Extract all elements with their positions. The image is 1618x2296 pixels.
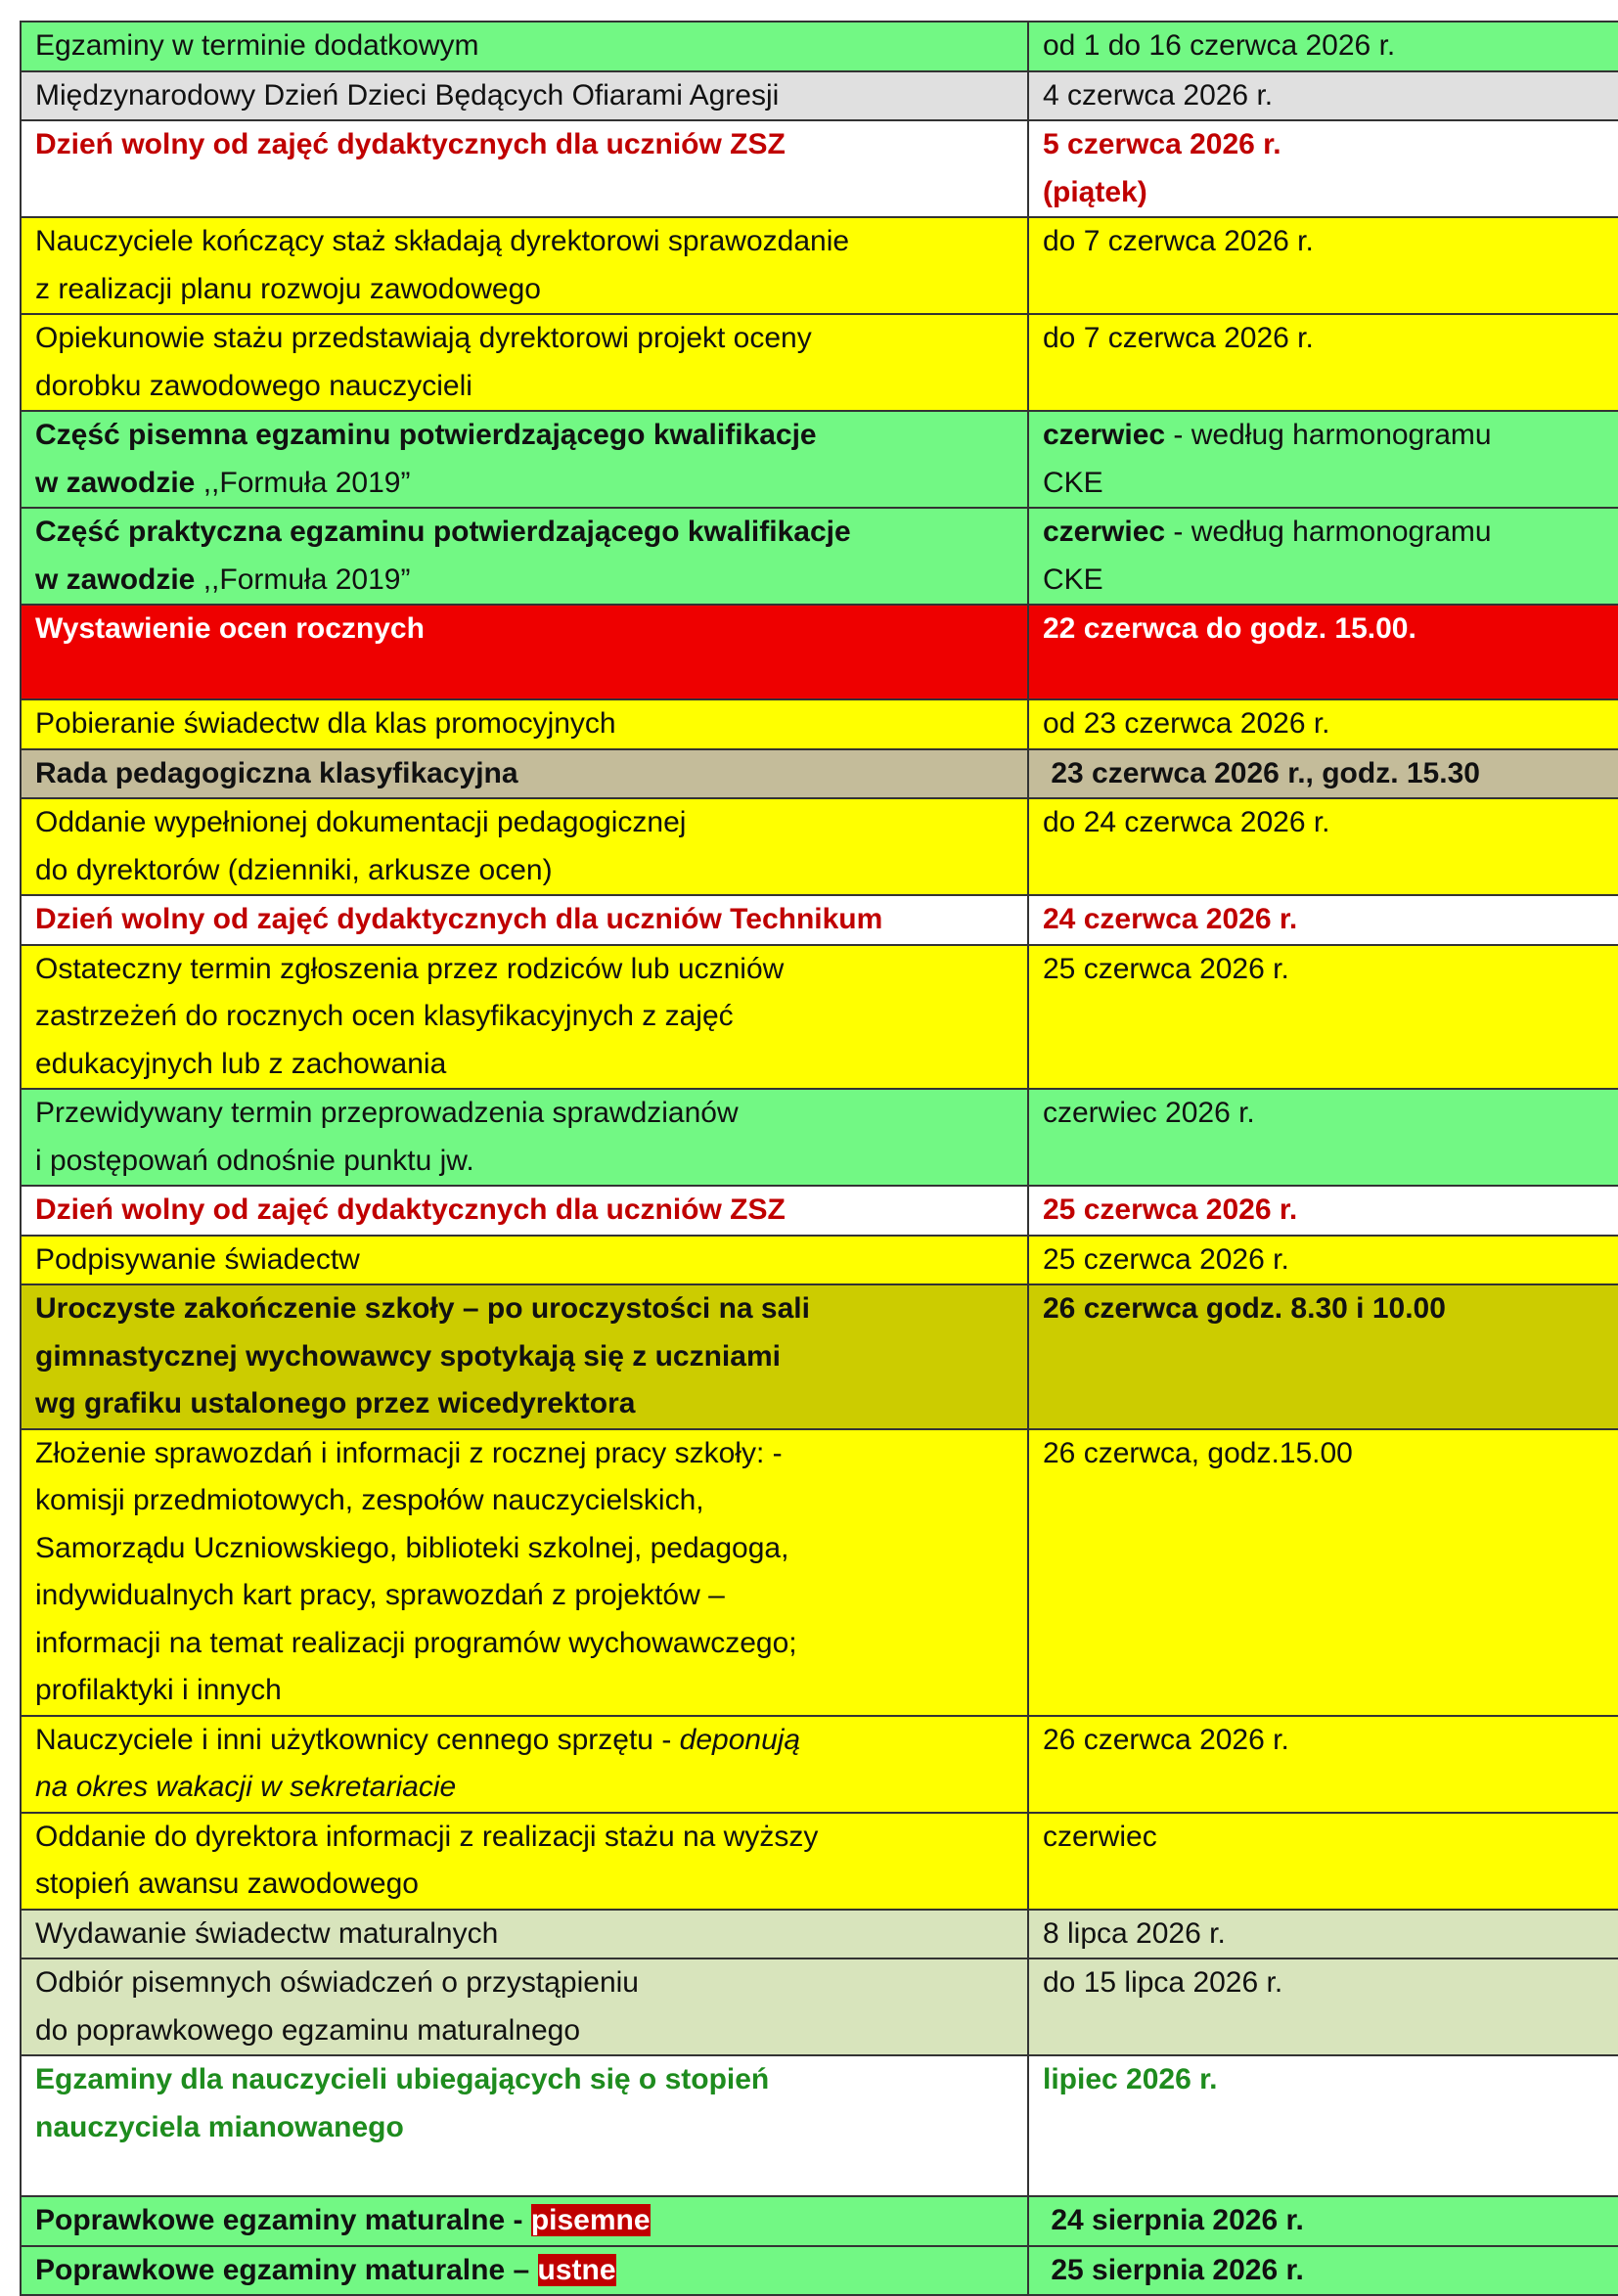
- date-cell: [1028, 2196, 1618, 2246]
- event-text: Wydawanie świadectw maturalnych: [35, 1916, 499, 1950]
- date-cell: [1028, 508, 1618, 605]
- date-cell: [1028, 1186, 1618, 1236]
- event-text: Dzień wolny od zajęć dydaktycznych dla uczniów ZSZ: [35, 128, 786, 160]
- date-text: - według harmonogramu: [1165, 419, 1492, 451]
- date-text: do 7 czerwca 2026 r.: [1043, 225, 1314, 257]
- table-row: [21, 508, 1618, 605]
- date-text: CKE: [1043, 563, 1103, 596]
- date-cell: [1028, 2246, 1618, 2296]
- date-text: czerwiec: [1043, 419, 1166, 451]
- event-text: wg grafiku ustalonego przez wicedyrektora: [35, 1387, 636, 1419]
- event-text: Część praktyczna egzaminu potwierdzającego kwalifikacje: [35, 516, 851, 548]
- date-cell: [1028, 749, 1618, 799]
- event-cell: [21, 605, 1028, 699]
- table-row: [21, 945, 1618, 1090]
- event-text: stopień awansu zawodowego: [35, 1868, 419, 1900]
- highlight-badge: ustne: [537, 2253, 616, 2286]
- event-text: Dzień wolny od zajęć dydaktycznych dla uczniów Technikum: [35, 903, 883, 935]
- table-row: [21, 2246, 1618, 2296]
- table-row: [21, 1813, 1618, 1910]
- table-row: [21, 1429, 1618, 1716]
- date-cell: [1028, 217, 1618, 314]
- event-cell: [21, 749, 1028, 799]
- event-text: Rada pedagogiczna klasyfikacyjna: [35, 756, 518, 789]
- table-row: [21, 1089, 1618, 1186]
- event-text: Przewidywany termin przeprowadzenia sprawdzianów: [35, 1097, 739, 1129]
- event-text: deponują: [679, 1723, 801, 1756]
- event-text: Uroczyste zakończenie szkoły – po uroczystości na sali: [35, 1292, 810, 1325]
- date-cell: [1028, 1716, 1618, 1813]
- event-cell: [21, 314, 1028, 411]
- table-row: [21, 1910, 1618, 1959]
- event-text: Nauczyciele kończący staż składają dyrektorowi sprawozdanie: [35, 225, 850, 257]
- table-row: [21, 1958, 1618, 2055]
- event-cell: [21, 1910, 1028, 1959]
- event-text: edukacyjnych lub z zachowania: [35, 1047, 447, 1080]
- date-text: do 7 czerwca 2026 r.: [1043, 322, 1314, 354]
- event-cell: [21, 1284, 1028, 1429]
- event-text: do poprawkowego egzaminu maturalnego: [35, 2013, 581, 2047]
- table-row: [21, 120, 1618, 217]
- date-cell: [1028, 411, 1618, 508]
- event-cell: [21, 508, 1028, 605]
- event-text: zastrzeżeń do rocznych ocen klasyfikacyjnych z zajęć: [35, 1000, 734, 1032]
- date-cell: [1028, 1910, 1618, 1959]
- date-cell: [1028, 605, 1618, 699]
- event-text: Złożenie sprawozdań i informacji z rocznej pracy szkoły: -: [35, 1436, 783, 1469]
- date-text: czerwiec: [1043, 516, 1166, 548]
- event-text: komisji przedmiotowych, zespołów nauczycielskich,: [35, 1484, 704, 1516]
- event-text: i postępowań odnośnie punktu jw.: [35, 1144, 474, 1177]
- event-text: Egzaminy w terminie dodatkowym: [35, 29, 479, 62]
- date-text: czerwiec: [1043, 1820, 1157, 1853]
- table-row: [21, 2196, 1618, 2246]
- table-row: [21, 895, 1618, 945]
- table-row: [21, 749, 1618, 799]
- event-text: ,,Formuła 2019”: [195, 466, 411, 499]
- school-calendar-table: [20, 21, 1618, 2296]
- table-row: [21, 699, 1618, 749]
- event-text: Dzień wolny od zajęć dydaktycznych dla uczniów ZSZ: [35, 1193, 786, 1226]
- table-row: [21, 1236, 1618, 1285]
- event-cell: [21, 1716, 1028, 1813]
- event-cell: [21, 1089, 1028, 1186]
- event-cell: [21, 699, 1028, 749]
- event-text: Oddanie wypełnionej dokumentacji pedagogicznej: [35, 806, 687, 838]
- event-cell: [21, 2196, 1028, 2246]
- date-cell: [1028, 1284, 1618, 1429]
- event-cell: [21, 2246, 1028, 2296]
- table-row: [21, 1284, 1618, 1429]
- date-text: 26 czerwca, godz.15.00: [1043, 1436, 1353, 1469]
- event-cell: [21, 798, 1028, 895]
- date-text: od 1 do 16 czerwca 2026 r.: [1043, 29, 1396, 62]
- table-row: [21, 1716, 1618, 1813]
- event-text: ,,Formuła 2019”: [195, 563, 411, 596]
- event-text: Poprawkowe egzaminy maturalne –: [35, 2253, 538, 2286]
- table-row: [21, 411, 1618, 508]
- date-text: 25 sierpnia 2026 r.: [1043, 2253, 1304, 2286]
- date-cell: [1028, 1813, 1618, 1910]
- date-cell: [1028, 798, 1618, 895]
- event-cell: [21, 1958, 1028, 2055]
- date-text: czerwiec 2026 r.: [1043, 1097, 1255, 1129]
- date-text: 5 czerwca 2026 r.: [1043, 128, 1281, 160]
- date-text: 25 czerwca 2026 r.: [1043, 1242, 1289, 1276]
- event-text: na okres wakacji w sekretariacie: [35, 1771, 457, 1803]
- date-text: 24 czerwca 2026 r.: [1043, 903, 1298, 935]
- event-cell: [21, 1186, 1028, 1236]
- event-cell: [21, 120, 1028, 217]
- date-cell: [1028, 1236, 1618, 1285]
- date-text: 8 lipca 2026 r.: [1043, 1916, 1226, 1950]
- event-text: z realizacji planu rozwoju zawodowego: [35, 272, 541, 305]
- event-text: informacji na temat realizacji programów wychowawczego;: [35, 1626, 797, 1659]
- table-row: [21, 22, 1618, 71]
- table-row: [21, 314, 1618, 411]
- date-cell: [1028, 314, 1618, 411]
- date-cell: [1028, 1429, 1618, 1716]
- date-text: 26 czerwca 2026 r.: [1043, 1723, 1289, 1756]
- event-text: dorobku zawodowego nauczycieli: [35, 369, 472, 402]
- date-text: 22 czerwca do godz. 15.00.: [1043, 612, 1416, 645]
- event-text: w zawodzie: [35, 563, 196, 596]
- event-text: gimnastycznej wychowawcy spotykają się z uczniami: [35, 1339, 781, 1373]
- event-text: Wystawienie ocen rocznych: [35, 612, 425, 645]
- date-cell: [1028, 1089, 1618, 1186]
- date-text: 26 czerwca godz. 8.30 i 10.00: [1043, 1292, 1446, 1325]
- date-cell: [1028, 945, 1618, 1090]
- date-cell: [1028, 895, 1618, 945]
- event-text: Samorządu Uczniowskiego, biblioteki szkolnej, pedagoga,: [35, 1531, 789, 1564]
- event-text: Oddanie do dyrektora informacji z realizacji stażu na wyższy: [35, 1820, 819, 1853]
- date-text: do 15 lipca 2026 r.: [1043, 1966, 1283, 1999]
- event-text: Międzynarodowy Dzień Dzieci Będących Ofiarami Agresji: [35, 78, 780, 112]
- date-text: 23 czerwca 2026 r., godz. 15.30: [1043, 756, 1480, 789]
- table-row: [21, 2055, 1618, 2196]
- event-text: profilaktyki i innych: [35, 1674, 282, 1706]
- table-row: [21, 605, 1618, 699]
- date-text: do 24 czerwca 2026 r.: [1043, 806, 1330, 838]
- event-text: w zawodzie: [35, 466, 196, 499]
- event-text: Podpisywanie świadectw: [35, 1242, 360, 1276]
- date-text: - według harmonogramu: [1165, 516, 1492, 548]
- table-row: [21, 217, 1618, 314]
- date-text: 25 czerwca 2026 r.: [1043, 1193, 1298, 1226]
- event-cell: [21, 217, 1028, 314]
- event-text: Pobieranie świadectw dla klas promocyjnych: [35, 707, 616, 740]
- date-text: 4 czerwca 2026 r.: [1043, 78, 1274, 112]
- event-text: Poprawkowe egzaminy maturalne -: [35, 2204, 531, 2236]
- date-cell: [1028, 1958, 1618, 2055]
- event-text: Nauczyciele i inni użytkownicy cennego sprzętu -: [35, 1723, 680, 1756]
- event-cell: [21, 1813, 1028, 1910]
- event-cell: [21, 22, 1028, 71]
- date-cell: [1028, 22, 1618, 71]
- date-note: (piątek): [1043, 175, 1147, 208]
- date-text: lipiec 2026 r.: [1043, 2063, 1218, 2095]
- date-text: 25 czerwca 2026 r.: [1043, 952, 1289, 985]
- event-cell: [21, 411, 1028, 508]
- event-text: Odbiór pisemnych oświadczeń o przystąpieniu: [35, 1966, 639, 1999]
- date-text: 24 sierpnia 2026 r.: [1043, 2204, 1304, 2236]
- event-cell: [21, 71, 1028, 121]
- table-row: [21, 71, 1618, 121]
- event-cell: [21, 895, 1028, 945]
- event-text: Egzaminy dla nauczycieli ubiegających się o stopień: [35, 2063, 770, 2095]
- event-text: indywidualnych kart pracy, sprawozdań z projektów –: [35, 1579, 725, 1611]
- date-cell: [1028, 2055, 1618, 2196]
- event-cell: [21, 945, 1028, 1090]
- date-text: CKE: [1043, 466, 1103, 499]
- date-cell: [1028, 120, 1618, 217]
- event-cell: [21, 1236, 1028, 1285]
- date-cell: [1028, 699, 1618, 749]
- event-text: Ostateczny termin zgłoszenia przez rodziców lub uczniów: [35, 952, 785, 985]
- event-cell: [21, 2055, 1028, 2196]
- table-row: [21, 798, 1618, 895]
- table-row: [21, 1186, 1618, 1236]
- event-cell: [21, 1429, 1028, 1716]
- event-text: Część pisemna egzaminu potwierdzającego kwalifikacje: [35, 419, 817, 451]
- date-cell: [1028, 71, 1618, 121]
- date-text: od 23 czerwca 2026 r.: [1043, 707, 1330, 740]
- highlight-badge: pisemne: [530, 2204, 651, 2236]
- event-text: nauczyciela mianowanego: [35, 2110, 404, 2143]
- event-text: Opiekunowie stażu przedstawiają dyrektorowi projekt oceny: [35, 322, 812, 354]
- event-text: do dyrektorów (dzienniki, arkusze ocen): [35, 853, 553, 886]
